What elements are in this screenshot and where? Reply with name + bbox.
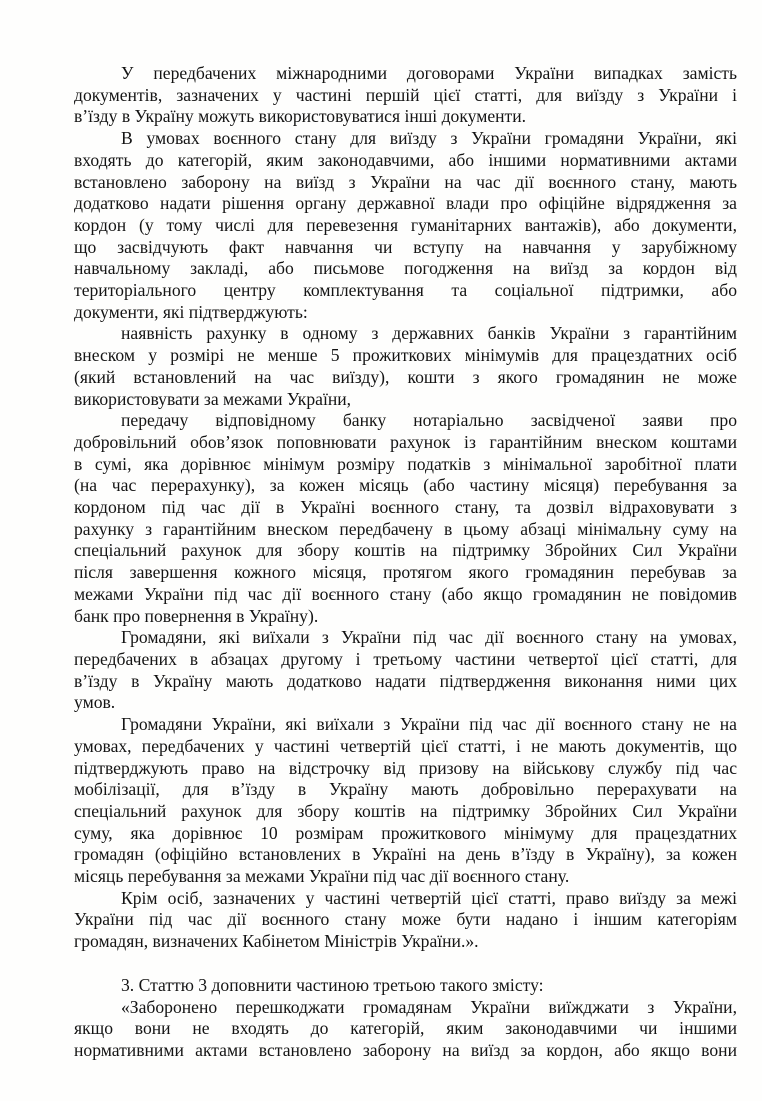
paragraph: [74, 128, 737, 323]
text-line: спеціальний рахунок для збору коштів на підтримку Збройних Сил України: [74, 800, 737, 821]
paragraph: [74, 323, 737, 410]
text-line: встановлено заборону на виїзд з України на час дії воєнного стану, мають: [74, 171, 737, 192]
paragraph: [74, 63, 737, 128]
text-line: нормативними актами встановлено заборону на виїзд за кордон, або якщо вони: [74, 1039, 737, 1060]
text-line: 3. Статтю 3 доповнити частиною третьою такого змісту:: [121, 974, 544, 995]
text-line: Крім осіб, зазначених у частині четвертій цієї статті, право виїзду за межі: [121, 887, 737, 908]
paragraph: [74, 997, 737, 1062]
text-line: документи, які підтверджують:: [74, 301, 308, 322]
text-line: мобілізації, для в’їзду в Україну мають добровільно перерахувати на: [74, 779, 737, 800]
text-line: кордоном під час дії в Україні воєнного стану, та дозвіл відраховувати з: [74, 497, 737, 518]
text-line: добровільний обов’язок поповнювати рахунок із гарантійним внеском коштами: [74, 431, 737, 452]
text-line: що засвідчують факт навчання чи вступу на навчання у зарубіжному: [74, 236, 737, 257]
text-line: входять до категорій, яким законодавчими, або іншими нормативними актами: [74, 149, 737, 170]
paragraph: [74, 410, 737, 627]
text-line: наявність рахунку в одному з державних банків України з гарантійним: [121, 323, 737, 344]
text-line: передачу відповідному банку нотаріально засвідченої заяви про: [121, 410, 737, 431]
text-line: навчальному закладі, або письмове погодження на виїзд за кордон від: [74, 258, 737, 279]
text-line: підтверджують право на відстрочку від призову на військову службу під час: [74, 757, 737, 778]
text-line: документів, зазначених у частині першій цієї статті, для виїзду з України і: [74, 84, 737, 105]
text-line: суму, яка дорівнює 10 розмірам прожиткового мінімуму для працездатних: [74, 822, 737, 843]
text-line: Громадяни, які виїхали з України під час дії воєнного стану на умовах,: [121, 627, 737, 648]
text-line: умовах, передбачених у частині четвертій цієї статті, і не мають документів, що: [74, 735, 737, 756]
text-line: Громадяни України, які виїхали з України під час дії воєнного стану не на: [121, 714, 737, 735]
text-line: громадян, визначених Кабінетом Міністрів України.».: [74, 931, 479, 952]
text-line: внеском у розмірі не менше 5 прожиткових мінімумів для працездатних осіб: [74, 345, 737, 366]
text-line: «Заборонено перешкоджати громадянам України виїжджати з України,: [121, 996, 737, 1017]
text-line: кордон (у тому числі для перевезення гуманітарних вантажів), або документи,: [74, 214, 737, 235]
text-line: в сумі, яка дорівнює мінімум розміру податків з мінімальної заробітної плати: [74, 453, 737, 474]
text-line: умов.: [74, 692, 116, 713]
paragraph: [74, 714, 737, 888]
text-line: передбачених в абзацах другому і третьому частини четвертої цієї статті, для: [74, 648, 737, 669]
text-line: територіального центру комплектування та соціальної підтримки, або: [74, 280, 737, 301]
paragraph: [74, 888, 737, 953]
text-line: В умовах воєнного стану для виїзду з України громадяни України, які: [121, 128, 737, 149]
text-line: банк про повернення в Україну).: [74, 605, 319, 626]
text-line: (який встановлений на час виїзду), кошти з якого громадянин не може: [74, 366, 737, 387]
paragraph: [74, 627, 737, 714]
text-line: України під час дії воєнного стану може бути надано і іншим категоріям: [74, 909, 737, 930]
text-line: після завершення кожного місяця, протягом якого громадянин перебував за: [74, 562, 737, 583]
text-line: місяць перебування за межами України під час дії воєнного стану.: [74, 866, 570, 887]
text-line: громадян (офіційно встановлених в Україні на день в’їзду в Україну), за кожен: [74, 844, 737, 865]
text-line: в’їзду в Україну можуть використовуватися інші документи.: [74, 106, 527, 127]
text-line: в’їзду в Україну мають додатково надати підтвердження виконання ними цих: [74, 670, 737, 691]
text-line: спеціальний рахунок для збору коштів на підтримку Збройних Сил України: [74, 540, 737, 561]
text-line: додатково надати рішення органу державної влади про офіційне відрядження за: [74, 193, 737, 214]
text-line: У передбачених міжнародними договорами України випадках замість: [121, 63, 737, 83]
text-line: (на час перерахунку), за кожен місяць (або частину місяця) перебування за: [74, 475, 737, 496]
paragraph: [74, 975, 737, 997]
text-line: межами України під час дії воєнного стану (або якщо громадянин не повідомив: [74, 583, 737, 604]
text-line: рахунку з гарантійним внеском передбачену в цьому абзаці мінімальну суму на: [74, 518, 737, 539]
text-line: якщо вони не входять до категорій, яким законодавчими чи іншими: [74, 1018, 737, 1039]
text-line: використовувати за межами України,: [74, 388, 352, 409]
